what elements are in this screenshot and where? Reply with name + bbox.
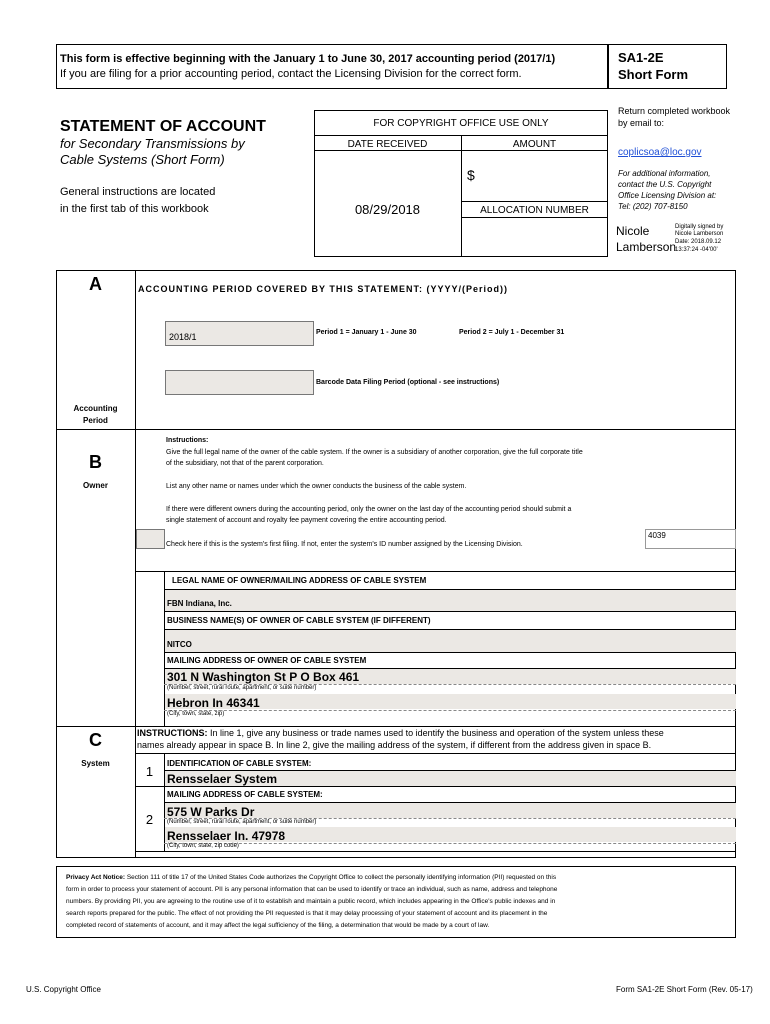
section-b-instr3b: single statement of account and royalty fee payment covering the entire accounting period. [166,517,447,524]
business-name-input[interactable] [165,630,736,652]
effective-notice-box [56,44,608,89]
first-filing-checkbox[interactable] [136,529,165,549]
general-instructions-line2: in the first tab of this workbook [60,203,209,215]
dollar-sign: $ [467,167,475,183]
system-street-hint: (Number, street, rural route, apartment, or suite number) [167,819,317,825]
accounting-period-value: 2018/1 [169,332,197,342]
subtitle-line2: Cable Systems (Short Form) [60,152,225,167]
section-b-label: Owner [83,481,108,490]
system-id-heading: IDENTIFICATION OF CABLE SYSTEM: [167,759,312,768]
system-mailing-heading: MAILING ADDRESS OF CABLE SYSTEM: [167,790,323,799]
first-filing-text: Check here if this is the system's first filing. If not, enter the system's ID number assigned by the Licensing Division. [166,541,523,548]
contact-line1: For additional information, [618,169,711,178]
section-c-letter: C [89,730,102,750]
digital-sig-line2: Nicole Lamberson [675,231,724,237]
barcode-period-input[interactable] [165,370,314,395]
section-a-letter: A [89,274,102,294]
section-a-heading: ACCOUNTING PERIOD COVERED BY THIS STATEMENT: (YYYY/(Period)) [138,284,509,294]
contact-line2: contact the U.S. Copyright [618,180,712,189]
signature-name1: Nicole [616,224,650,238]
allocation-number-label: ALLOCATION NUMBER [480,205,589,216]
digital-sig-line4: 13:37:24 -04'00' [675,247,718,253]
line1-number: 1 [145,764,154,779]
privacy-line3: numbers. By providing PII, you are agreeing to the routine use of it to establish and maintain a public record, which includes appearing in the Office's public indexes and in [66,898,556,905]
digital-sig-line1: Digitally signed by [675,224,724,230]
section-c-instructions-text1: In line 1, give any business or trade names used to identify the business and operation of the system unless these [207,728,664,738]
section-a-label2: Period [83,416,108,425]
email-link[interactable]: coplicsoa@loc.gov [618,147,702,158]
office-use-heading: FOR COPYRIGHT OFFICE USE ONLY [373,118,549,129]
general-instructions-line1: General instructions are located [60,186,216,198]
section-b-letter: B [89,452,102,472]
section-c-instructions-bold: INSTRUCTIONS: [137,728,208,738]
business-name-heading: BUSINESS NAME(S) OF OWNER OF CABLE SYSTEM (IF DIFFERENT) [167,616,431,625]
form-code: SA1-2E [618,50,664,65]
page-title: STATEMENT OF ACCOUNT [60,118,266,135]
privacy-bold: Privacy Act Notice: [66,874,126,881]
section-a-label1: Accounting [73,404,118,413]
section-b-instr1b: of the subsidiary, not that of the parent corporation. [166,460,324,467]
privacy-line1 [66,874,556,881]
form-type: Short Form [618,67,689,82]
footer-office: U.S. Copyright Office [26,985,101,994]
signature-name2: Lamberson [616,240,677,254]
effective-line: This form is effective beginning with the January 1 to June 30, 2017 accounting period (2017/1) [60,53,556,65]
business-name-value: NITCO [167,640,192,649]
date-received-value: 08/29/2018 [354,202,421,217]
subtitle-line1: for Secondary Transmissions by [60,136,245,151]
return-line2: by email to: [618,118,665,128]
privacy-text1: Section 111 of title 17 of the United States Code authorizes the Copyright Office to collect the personally identifying information (PII) requested on this [125,874,557,881]
owner-city-value: Hebron In 46341 [167,696,260,710]
owner-street-hint: (Number, street, rural route, apartment, or suite number) [167,685,317,691]
section-b-instructions-head: Instructions: [166,437,209,444]
section-b-instr2: List any other name or names under which the owner conducts the business of the cable system. [166,483,467,490]
line2-number: 2 [145,812,154,827]
amount-label: AMOUNT [512,139,557,150]
barcode-label: Barcode Data Filing Period (optional - see instructions) [316,379,500,386]
section-b-instr3a: If there were different owners during the accounting period, only the owner on the last day of the accounting period should submit a [166,506,572,513]
legal-name-heading: LEGAL NAME OF OWNER/MAILING ADDRESS OF CABLE SYSTEM [172,576,427,585]
privacy-line5: completed record of statements of account, and it may affect the legal sufficiency of the filing, a determination that would be made by a court of law. [66,922,490,929]
section-b-instr1a: Give the full legal name of the owner of the cable system. If the owner is a subsidiary of another corporation, give the full corporate title [166,449,583,456]
period2-legend: Period 2 = July 1 - December 31 [459,329,565,336]
privacy-line4: search reports prepared for the public. The effect of not providing the PII requested is that it may delay processing of your statement of account and its placement in the [66,910,548,917]
contact-line4: Tel: (202) 707-8150 [618,202,688,211]
section-c-label: System [81,759,110,768]
date-received-label: DATE RECEIVED [347,139,428,150]
system-name-value: Rensselaer System [167,772,278,786]
system-id-value: 4039 [648,531,666,540]
system-city-hint: (City, town, state, zip code) [167,843,239,849]
period1-legend: Period 1 = January 1 - June 30 [316,329,417,336]
system-street-value: 575 W Parks Dr [167,805,255,819]
owner-street-value: 301 N Washington St P O Box 461 [167,670,360,684]
prior-period-line: If you are filing for a prior accounting period, contact the Licensing Division for the correct form. [60,68,522,80]
privacy-line2: form in order to process your statement of account. PII is any personal information that can be used to identify or trace an individual, such as name, address and telephone [66,886,558,893]
contact-line3: Office Licensing Division at: [618,191,717,200]
system-city-value: Rensselaer In. 47978 [167,829,286,843]
return-line1: Return completed workbook [618,106,731,116]
section-c-instructions-line1 [137,728,664,738]
mailing-address-heading: MAILING ADDRESS OF OWNER OF CABLE SYSTEM [167,656,367,665]
legal-name-input[interactable] [165,590,736,611]
footer-form-rev: Form SA1-2E Short Form (Rev. 05-17) [616,985,753,994]
section-c-instructions-line2: names already appear in space B. In line 2, give the mailing address of the system, if different from the address given in space B. [137,740,652,750]
legal-name-value: FBN Indiana, Inc. [167,599,232,608]
owner-city-hint: (City, town, state, zip) [167,711,225,717]
digital-sig-line3: Date: 2018.09.12 [675,239,722,245]
